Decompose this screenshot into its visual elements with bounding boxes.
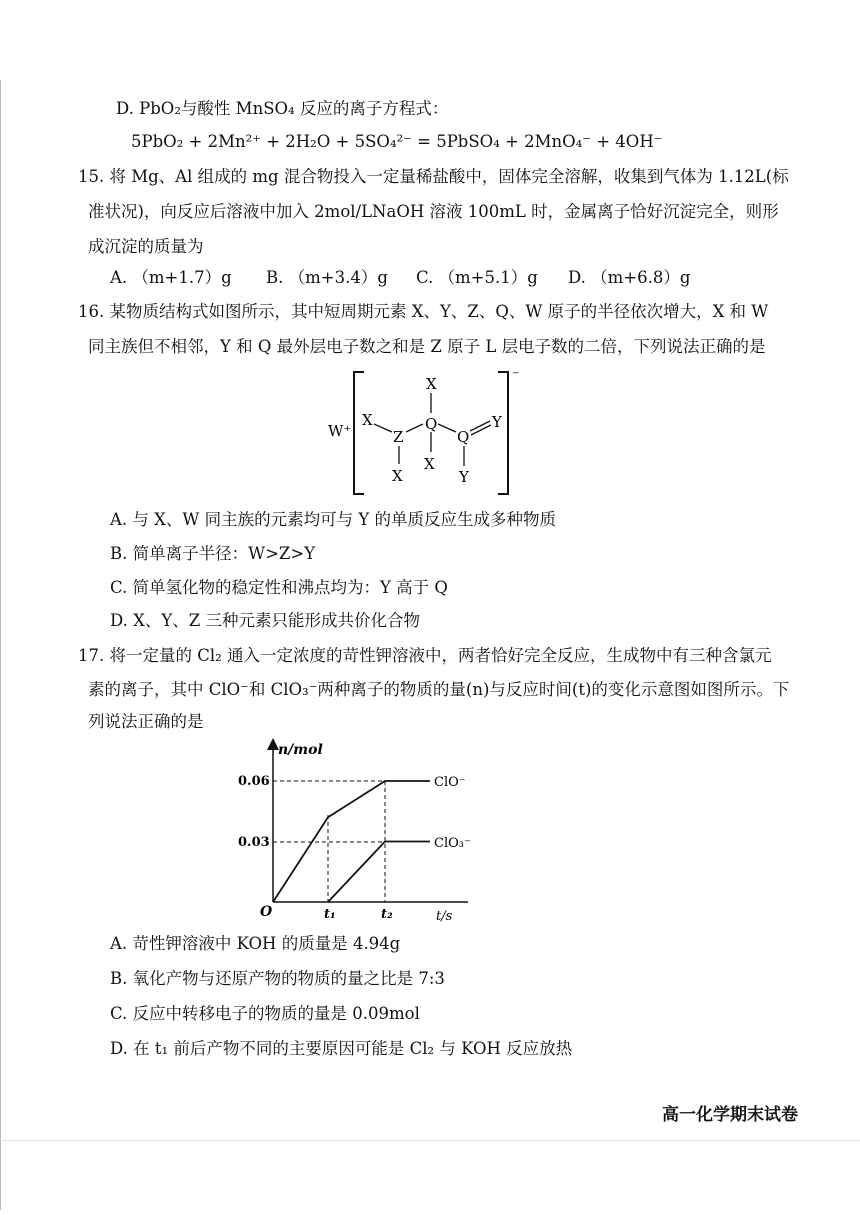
q15-option-c: C. （m+5.1）g [416, 268, 538, 287]
q17-option-c: C. 反应中转移电子的物质的量是 0.09mol [110, 1004, 420, 1023]
series-line-1 [328, 842, 430, 903]
atom-y-right: Y [492, 413, 502, 431]
q15-option-b: B. （m+3.4）g [266, 268, 388, 287]
q14-option-d: D. PbO₂与酸性 MnSO₄ 反应的离子方程式： [116, 99, 449, 118]
q17-option-d: D. 在 t₁ 前后产物不同的主要原因可能是 Cl₂ 与 KOH 反应放热 [110, 1039, 573, 1058]
q15-option-d: D. （m+6.8）g [568, 268, 691, 287]
footer-title: 高一化学期末试卷 [662, 1105, 798, 1125]
q16-option-d: D. X、Y、Z 三种元素只能形成共价化合物 [110, 611, 420, 630]
q17-option-a: A. 苛性钾溶液中 KOH 的质量是 4.94g [110, 934, 401, 953]
atom-z: Z [393, 428, 404, 446]
atom-x-top: X [426, 375, 437, 393]
atom-x-below-q: X [424, 455, 435, 473]
q16-stem-line2: 同主族但不相邻，Y 和 Q 最外层电子数之和是 Z 原子 L 层电子数的二倍，下列说法正确的是 [88, 337, 766, 356]
cation-w: W⁺ [328, 422, 352, 440]
left-bracket [354, 372, 364, 494]
atom-x-left: X [362, 411, 373, 429]
structure-formula [320, 366, 520, 501]
atom-y-below: Y [459, 468, 469, 486]
q16-option-c: C. 简单氢化物的稳定性和沸点均为：Y 高于 Q [110, 578, 448, 597]
bottom-page-edge [0, 1140, 860, 1141]
y-tick-0.06: 0.06 [238, 774, 270, 789]
x-tick-t1: t₁ [324, 907, 336, 922]
q16-option-b: B. 简单离子半径：W>Z>Y [110, 544, 316, 563]
q17-stem-line1: 17. 将一定量的 Cl₂ 通入一定浓度的苛性钾溶液中，两者恰好完全反应，生成物中有三种含氯元 [78, 646, 772, 665]
series-label-clo3: ClO₃⁻ [434, 836, 471, 851]
atom-x-below-z: X [392, 467, 403, 485]
q16-stem-line1: 16. 某物质结构式如图所示，其中短周期元素 X、Y、Z、Q、W 原子的半径依次增大，X 和 W [78, 302, 769, 321]
q17-stem-line2: 素的离子，其中 ClO⁻和 ClO₃⁻两种离子的物质的量(n)与反应时间(t)的变化示意图如图所示。下 [88, 680, 790, 699]
origin-label: O [260, 904, 273, 920]
q15-stem-line2: 准状况)，向反应后溶液中加入 2mol/LNaOH 溶液 100mL 时，金属离子恰好沉淀完全，则形 [88, 202, 779, 221]
q17-stem-line3: 列说法正确的是 [88, 712, 204, 731]
q15-stem-line3: 成沉淀的质量为 [88, 237, 204, 256]
n-t-chart [230, 738, 490, 926]
series-label-clo: ClO⁻ [434, 775, 466, 790]
q16-option-a: A. 与 X、W 同主族的元素均可与 Y 的单质反应生成多种物质 [110, 510, 556, 529]
y-tick-0.03: 0.03 [238, 835, 270, 850]
atom-q1: Q [425, 415, 438, 433]
anion-charge: ⁻ [512, 368, 520, 384]
q15-option-a: A. （m+1.7）g [110, 268, 232, 287]
q17-option-b: B. 氧化产物与还原产物的物质的量之比是 7:3 [110, 969, 445, 988]
x-axis-label: t/s [436, 909, 453, 924]
y-axis-label: n/mol [278, 742, 323, 758]
right-bracket [498, 372, 508, 494]
atom-q2: Q [457, 428, 470, 446]
left-page-edge [0, 80, 1, 1210]
x-tick-t2: t₂ [381, 907, 393, 922]
q15-stem-line1: 15. 将 Mg、Al 组成的 mg 混合物投入一定量稀盐酸中，固体完全溶解，收集到气体为 1.12L(标 [78, 167, 789, 186]
q14-equation: 5PbO₂ + 2Mn²⁺ + 2H₂O + 5SO₄²⁻ = 5PbSO₄ + 2MnO₄⁻ + 4OH⁻ [131, 132, 663, 151]
